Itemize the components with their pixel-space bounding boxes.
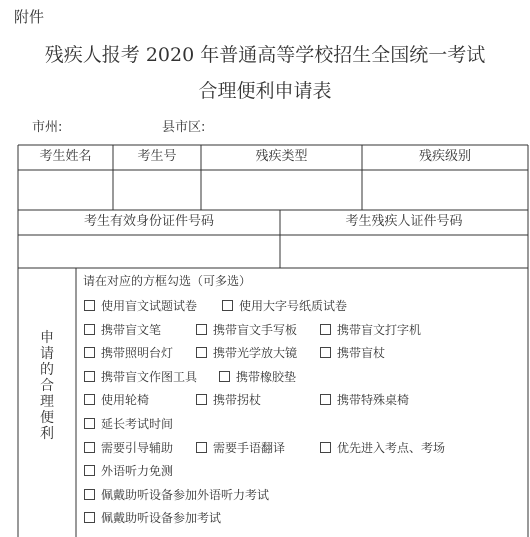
option-label: 佩戴助听设备参加外语听力考试 (101, 487, 270, 502)
option-checkbox-5-0[interactable] (84, 415, 173, 432)
instruction-text: 请在对应的方框勾选（可多选） (83, 274, 252, 288)
header-disability-level: 残疾级别 (418, 149, 471, 164)
header-disability-certificate: 考生残疾人证件号码 (345, 214, 463, 229)
option-label: 携带盲文作图工具 (101, 369, 198, 384)
option-checkbox-4-2[interactable] (320, 391, 409, 408)
option-label: 延长考试时间 (101, 417, 174, 431)
checkbox-square-icon[interactable] (84, 512, 95, 523)
option-label: 携带照明台灯 (101, 346, 174, 361)
checkbox-square-icon[interactable] (84, 442, 95, 453)
checkbox-square-icon[interactable] (196, 324, 207, 335)
option-checkbox-2-2[interactable] (320, 344, 385, 361)
checkbox-square-icon[interactable] (84, 394, 95, 405)
checkbox-square-icon[interactable] (222, 300, 233, 311)
county-label: 县市区: (162, 120, 206, 135)
form-title-line1: 残疾人报考 2020 年普通高等学校招生全国统一考试 (44, 44, 486, 66)
option-label: 使用盲文试题试卷 (101, 299, 198, 313)
checkbox-square-icon[interactable] (320, 442, 331, 453)
option-checkbox-6-2[interactable] (320, 439, 445, 456)
option-label: 携带光学放大镜 (213, 346, 298, 361)
checkbox-square-icon[interactable] (84, 489, 95, 500)
header-candidate-number: 考生号 (137, 149, 177, 164)
option-checkbox-4-1[interactable] (196, 391, 261, 408)
option-checkbox-6-1[interactable] (196, 439, 285, 456)
disability-certificate-field[interactable] (281, 236, 527, 267)
option-checkbox-1-1[interactable] (196, 321, 297, 338)
option-checkbox-3-1[interactable] (219, 368, 296, 385)
option-checkbox-2-0[interactable] (84, 344, 173, 361)
candidate-name-field[interactable] (19, 171, 112, 209)
checkbox-square-icon[interactable] (320, 394, 331, 405)
option-label: 需要手语翻译 (213, 440, 286, 455)
option-label: 携带橡胶垫 (236, 369, 297, 384)
checkbox-square-icon[interactable] (84, 300, 95, 311)
form-title-line2: 合理便利申请表 (198, 80, 332, 102)
option-label: 需要引导辅助 (101, 440, 174, 455)
checkbox-square-icon[interactable] (219, 371, 230, 382)
checkbox-square-icon[interactable] (320, 347, 331, 358)
checkbox-square-icon[interactable] (196, 442, 207, 453)
option-label: 佩戴助听设备参加考试 (101, 511, 222, 526)
checkbox-square-icon[interactable] (84, 418, 95, 429)
option-label: 使用大字号纸质试卷 (239, 299, 348, 313)
option-checkbox-6-0[interactable] (84, 439, 173, 456)
checkbox-square-icon[interactable] (196, 347, 207, 358)
option-checkbox-7-0[interactable] (84, 462, 173, 479)
option-checkbox-0-0[interactable] (84, 297, 197, 314)
checkbox-square-icon[interactable] (196, 394, 207, 405)
id-number-field[interactable] (19, 236, 279, 267)
candidate-number-field[interactable] (114, 171, 200, 209)
checkbox-square-icon[interactable] (84, 324, 95, 335)
option-label: 携带盲文笔 (101, 322, 162, 337)
option-checkbox-3-0[interactable] (84, 368, 197, 385)
option-checkbox-1-0[interactable] (84, 321, 161, 338)
option-label: 携带盲文打字机 (337, 322, 422, 337)
option-label: 外语听力免测 (101, 464, 174, 479)
option-checkbox-0-1[interactable] (222, 297, 347, 314)
city-label: 市州: (32, 120, 63, 135)
option-label: 使用轮椅 (101, 393, 150, 408)
header-disability-type: 残疾类型 (255, 149, 308, 164)
option-checkbox-1-2[interactable] (320, 321, 421, 338)
header-candidate-name: 考生姓名 (39, 149, 92, 164)
disability-level-field[interactable] (363, 171, 527, 209)
checkbox-square-icon[interactable] (320, 324, 331, 335)
option-checkbox-9-0[interactable] (84, 509, 221, 526)
checkbox-square-icon[interactable] (84, 371, 95, 382)
option-checkbox-4-0[interactable] (84, 391, 149, 408)
header-id-number: 考生有效身份证件号码 (83, 214, 214, 229)
disability-type-field[interactable] (202, 171, 361, 209)
attachment-label: 附件 (14, 8, 45, 26)
checkbox-square-icon[interactable] (84, 465, 95, 476)
option-label: 携带特殊桌椅 (337, 393, 410, 408)
section-label-accommodations: 申 请 的 合 理 便 利 (40, 330, 54, 442)
option-checkbox-8-0[interactable] (84, 486, 269, 503)
checkbox-square-icon[interactable] (84, 347, 95, 358)
option-checkbox-2-1[interactable] (196, 344, 297, 361)
option-label: 携带盲杖 (337, 346, 386, 361)
option-label: 优先进入考点、考场 (337, 440, 446, 455)
option-label: 携带拐杖 (213, 393, 262, 408)
option-label: 携带盲文手写板 (213, 322, 298, 337)
